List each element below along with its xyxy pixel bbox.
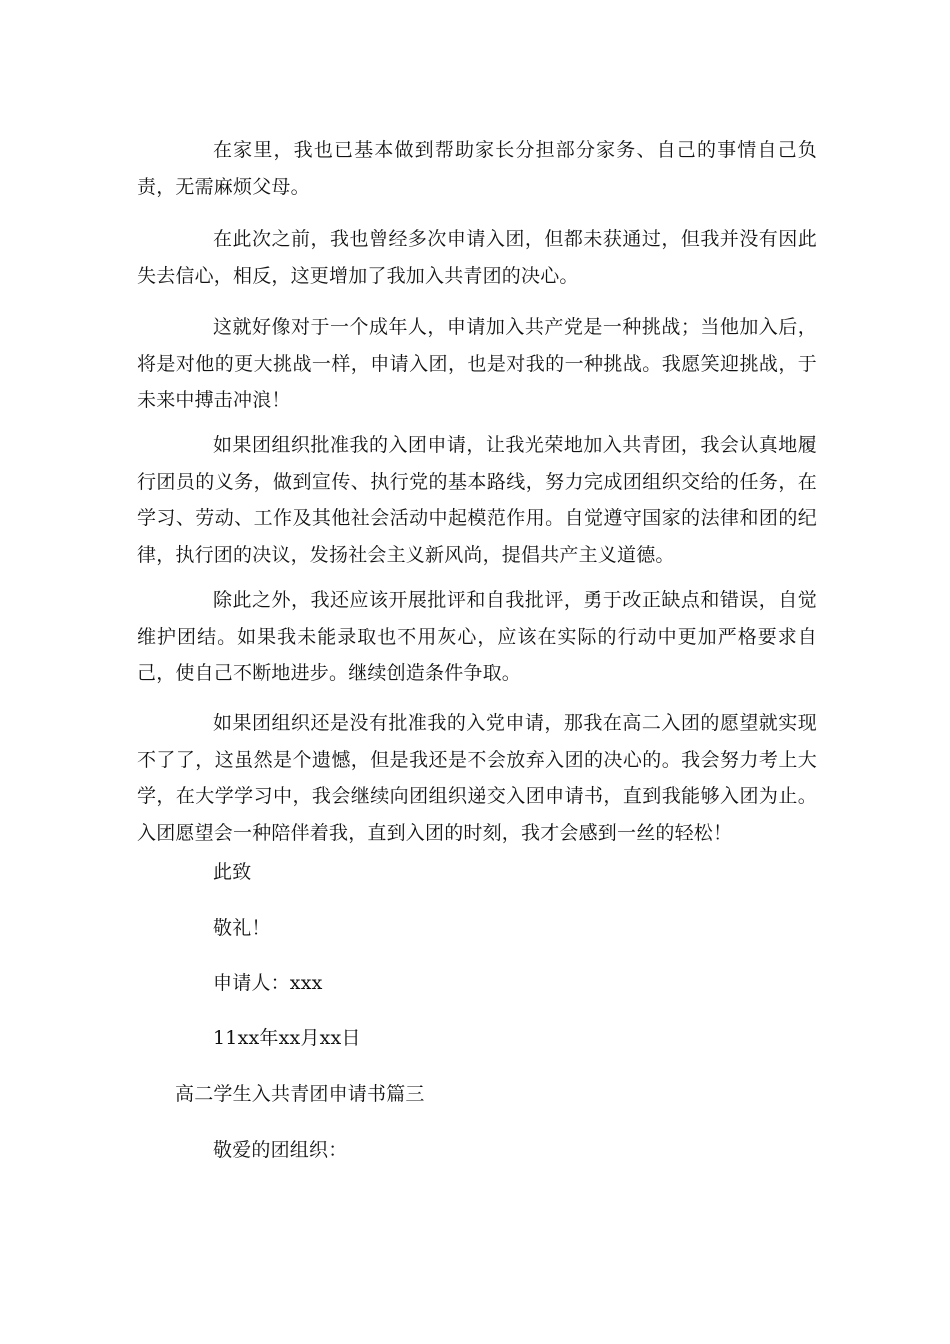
paragraph-duties: 如果团组织批准我的入团申请，让我光荣地加入共青团，我会认真地履行团员的义务，做到宣传、执行党的基本路线，努力完成团组织交给的任务，在学习、劳动、工作及其他社会活动中起模范作用。自觉遵守国家的法律和团的纪律，执行团的决议，发扬社会主义新风尚，提倡共产主义道德。: [137, 434, 817, 566]
section-title: 高二学生入共青团申请书篇三: [175, 1083, 425, 1105]
paragraph-challenge: 这就好像对于一个成年人，申请加入共产党是一种挑战；当他加入后，将是对他的更大挑战一样，申请入团，也是对我的一种挑战。我愿笑迎挑战，于未来中搏击冲浪！: [137, 316, 817, 411]
closing-salutation: 此致: [213, 861, 252, 883]
paragraph-household: 在家里，我也已基本做到帮助家长分担部分家务、自己的事情自己负责，无需麻烦父母。: [137, 139, 817, 198]
greeting-line: 敬爱的团组织：: [213, 1139, 348, 1161]
paragraph-self-criticism: 除此之外，我还应该开展批评和自我批评，勇于改正缺点和错误，自觉维护团结。如果我未能录取也不用灰心，应该在实际的行动中更加严格要求自己，使自己不断地进步。继续创造条件争取。: [137, 589, 817, 684]
closing-respect: 敬礼！: [213, 917, 271, 939]
date-line: 11xx年xx月xx日: [213, 1027, 361, 1049]
applicant-line: 申请人：xxx: [213, 972, 323, 994]
paragraph-previous-applications: 在此次之前，我也曾经多次申请入团，但都未获通过，但我并没有因此失去信心，相反，这更增加了我加入共青团的决心。: [137, 228, 817, 287]
paragraph-determination: 如果团组织还是没有批准我的入党申请，那我在高二入团的愿望就实现不了了，这虽然是个遗憾，但是我还是不会放弃入团的决心的。我会努力考上大学，在大学学习中，我会继续向团组织递交入团申请书，直到我能够入团为止。入团愿望会一种陪伴着我，直到入团的时刻，我才会感到一丝的轻松！: [137, 712, 817, 844]
